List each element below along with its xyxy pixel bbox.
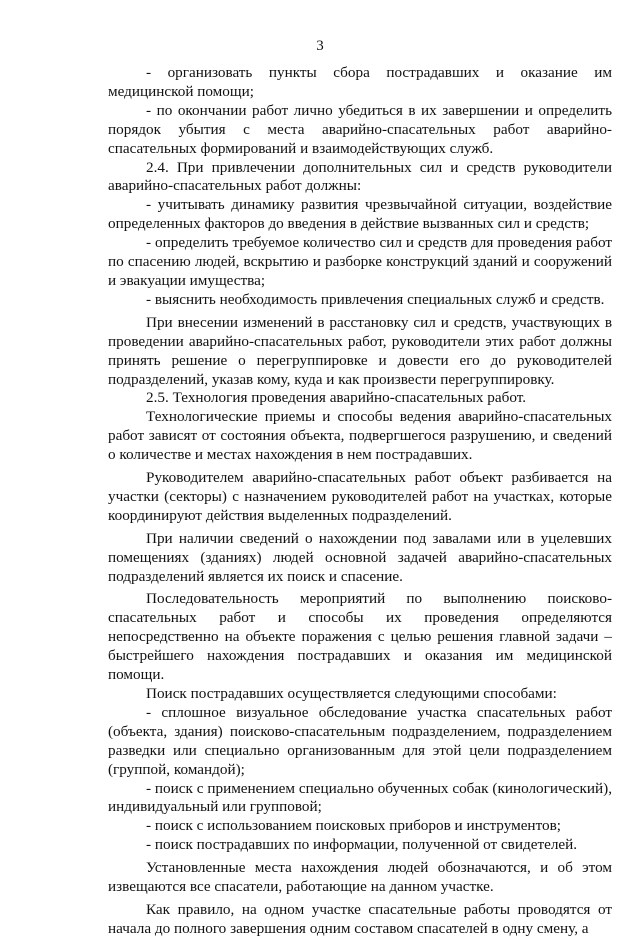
paragraph: Как правило, на одном участке спасательные работы проводятся от начала до полного завершения одним составом спасателей в одну смену, а [108,900,612,937]
paragraph: Технологические приемы и способы ведения аварийно-спасательных работ зависят от состояния объекта, подвергшегося разрушению, и сведений о количестве и местах нахождения в нем пострадавших. [108,408,612,464]
paragraph: - поиск с использованием поисковых приборов и инструментов; [146,817,561,835]
paragraph: - определить требуемое количество сил и средств для проведения работ по спасению людей, вскрытию и разборке конструкций зданий и сооружений и эвакуации имущества; [108,234,612,289]
paragraph: Поиск пострадавших осуществляется следующими способами: [146,685,557,702]
paragraph: Последовательность мероприятий по выполнению поисково-спасательных работ и способы их проведения определяются непосредственно на объекте поражения с целью решения главной задачи – быстрейшего нахождения пострадавших и оказания им медицинской помощи. [108,590,612,684]
paragraph: 2.5. Технология проведения аварийно-спасательных работ. [146,389,527,407]
paragraph: - учитывать динамику развития чрезвычайной ситуации, воздействие определенных факторов до введения в действие вызванных сил и средств; [108,196,612,233]
paragraph: - по окончании работ лично убедиться в их завершении и определить порядок убытия с места аварийно-спасательных работ аварийно-спасательных формирований и взаимодействующих служб. [108,101,612,157]
paragraph: - выяснить необходимость привлечения специальных служб и средств. [146,290,605,308]
paragraph: - поиск с применением специально обученных собак (кинологический), индивидуальный или групповой; [108,779,612,816]
paragraph: - сплошное визуальное обследование участка спасательных работ (объекта, здания) поисково-спасательным подразделением, подразделением разведки или специально организованным для этой цели подразделением (группой, командой); [108,703,612,778]
paragraph: - организовать пункты сбора пострадавших и оказание им медицинской помощи; [108,64,612,100]
paragraph: Установленные места нахождения людей обозначаются, и об этом извещаются все спасатели, работающие на данном участке. [108,859,612,896]
paragraph: При внесении изменений в расстановку сил и средств, участвующих в проведении аварийно-спасательных работ, руководители этих работ должны принять решение о перегруппировке и довести его до руководителей подразделений, указав кому, куда и как произвести перегруппировку. [108,313,612,388]
page-number: 3 [316,38,324,54]
paragraph: Руководителем аварийно-спасательных работ объект разбивается на участки (секторы) с назначением руководителей работ на участках, которые координируют действия выделенных подразделений. [108,469,612,524]
paragraph: - поиск пострадавших по информации, полученной от свидетелей. [146,836,578,854]
paragraph: При наличии сведений о нахождении под завалами или в уцелевших помещениях (зданиях) людей основной задачей аварийно-спасательных подразделений является их поиск и спасение. [108,529,612,585]
document-body [108,64,612,939]
paragraph: 2.4. При привлечении дополнительных сил и средств руководители аварийно-спасательных работ должны: [108,158,612,195]
